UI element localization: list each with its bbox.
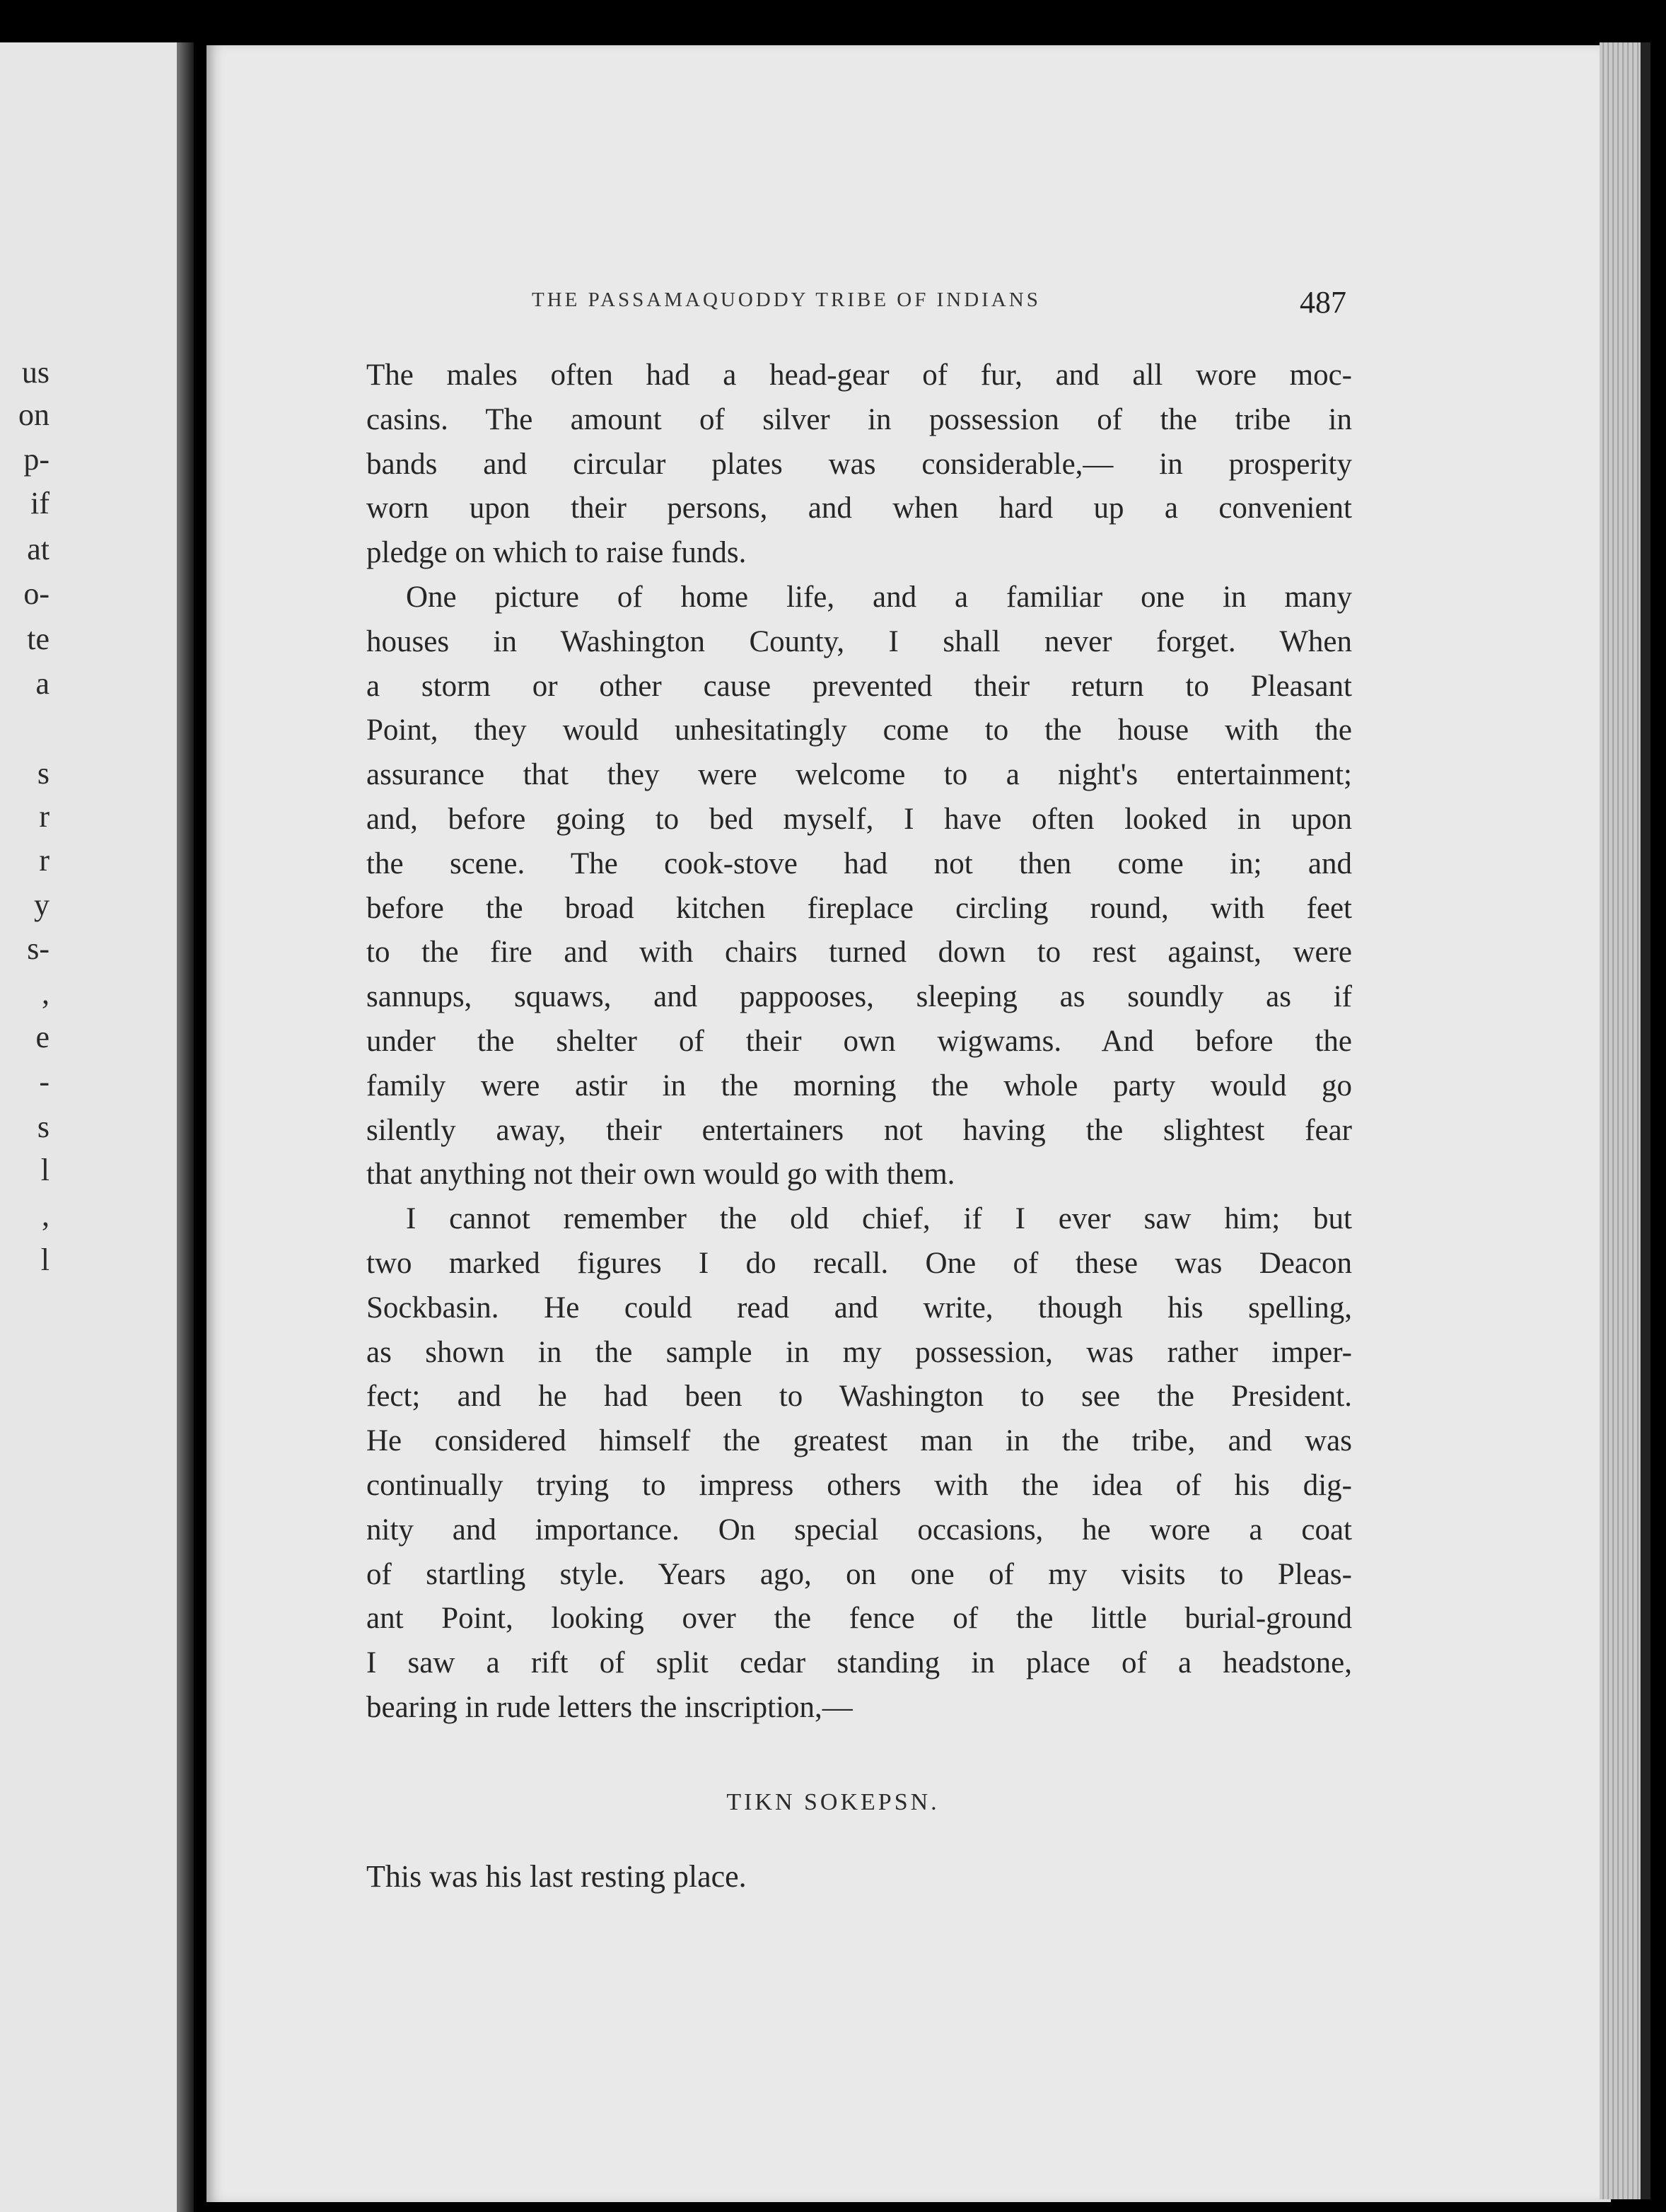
text-line: fect; and he had been to Washington to see the President. <box>366 1380 1352 1413</box>
text-line: under the shelter of their own wigwams. And before the <box>366 1025 1352 1058</box>
text-line: Sockbasin. He could read and write, though his spelling, <box>366 1291 1352 1325</box>
text-line: One picture of home life, and a familiar one in many <box>406 581 1352 614</box>
text-line: pledge on which to raise funds. <box>366 536 747 569</box>
text-line: the scene. The cook-stove had not then come in; and <box>366 847 1352 880</box>
text-line: I saw a rift of split cedar standing in place of a headstone, <box>366 1646 1352 1680</box>
facing-page-fragment: s <box>37 1110 49 1144</box>
text-line: worn upon their persons, and when hard up a convenient <box>366 491 1352 525</box>
facing-page-fragment: o- <box>23 576 49 611</box>
text-line: bands and circular plates was considerable,— in prosperity <box>366 448 1352 481</box>
book-cover-edge <box>1641 42 1650 2199</box>
text-line: sannups, squaws, and pappooses, sleeping as soundly as if <box>366 980 1352 1013</box>
text-line: of startling style. Years ago, on one of my visits to Pleas- <box>366 1558 1352 1591</box>
text-line: silently away, their entertainers not having the slightest fear <box>366 1114 1352 1147</box>
text-line: assurance that they were welcome to a night's entertainment; <box>366 758 1352 791</box>
facing-page-fragment: r <box>39 799 49 834</box>
text-line: nity and importance. On special occasions, he wore a coat <box>366 1513 1352 1547</box>
text-line: before the broad kitchen fireplace circling round, with feet <box>366 892 1352 925</box>
text-line: and, before going to bed myself, I have often looked in upon <box>366 803 1352 836</box>
text-line: continually trying to impress others with the idea of his dig- <box>366 1469 1352 1502</box>
facing-page-fragment: te <box>27 622 49 656</box>
facing-page-fragment: s <box>37 756 49 791</box>
facing-page-fragment: a <box>35 666 49 701</box>
facing-page-fragment: l <box>40 1153 49 1187</box>
facing-page-fragment: p- <box>23 442 49 477</box>
text-line: a storm or other cause prevented their return to Pleasant <box>366 670 1352 703</box>
text-line: The males often had a head-gear of fur, and all wore moc- <box>366 359 1352 392</box>
facing-page-fragment: - <box>39 1064 49 1099</box>
facing-page-fragment: l <box>40 1242 49 1277</box>
text-line: bearing in rude letters the inscription,— <box>366 1691 853 1724</box>
facing-page-fragment: r <box>39 843 49 878</box>
facing-page-fragment: y <box>34 887 49 922</box>
text-line: two marked figures I do recall. One of these was Deacon <box>366 1247 1352 1280</box>
text-line: to the fire and with chairs turned down to rest against, were <box>366 936 1352 969</box>
book-gutter <box>177 42 194 2212</box>
text-line: ant Point, looking over the fence of the little burial-ground <box>366 1602 1352 1635</box>
facing-page-fragment: at <box>27 532 49 566</box>
facing-page-fragment: e <box>35 1020 49 1054</box>
running-title: THE PASSAMAQUODDY TRIBE OF INDIANS <box>532 289 1041 311</box>
text-line: I cannot remember the old chief, if I ever saw him; but <box>406 1202 1352 1235</box>
closing-line: This was his last resting place. <box>366 1859 747 1894</box>
page-number: 487 <box>1300 285 1346 320</box>
text-line: family were astir in the morning the whole party would go <box>366 1069 1352 1102</box>
facing-page-fragment: us <box>21 355 49 390</box>
facing-page-fragment: , <box>42 1198 49 1233</box>
text-line: houses in Washington County, I shall never forget. When <box>366 625 1352 658</box>
text-line: that anything not their own would go with them. <box>366 1158 955 1191</box>
text-line: as shown in the sample in my possession, was rather imper- <box>366 1336 1352 1369</box>
text-line: casins. The amount of silver in possession of the tribe in <box>366 403 1352 436</box>
text-line: He considered himself the greatest man in the tribe, and was <box>366 1424 1352 1457</box>
facing-page-fragment: s- <box>27 931 49 966</box>
inscription: TIKN SOKEPSN. <box>726 1789 940 1815</box>
facing-page-fragment: on <box>18 397 49 432</box>
text-line: Point, they would unhesitatingly come to the house with the <box>366 714 1352 747</box>
facing-page-fragment: , <box>42 976 49 1011</box>
facing-page-fragment: if <box>30 486 49 520</box>
